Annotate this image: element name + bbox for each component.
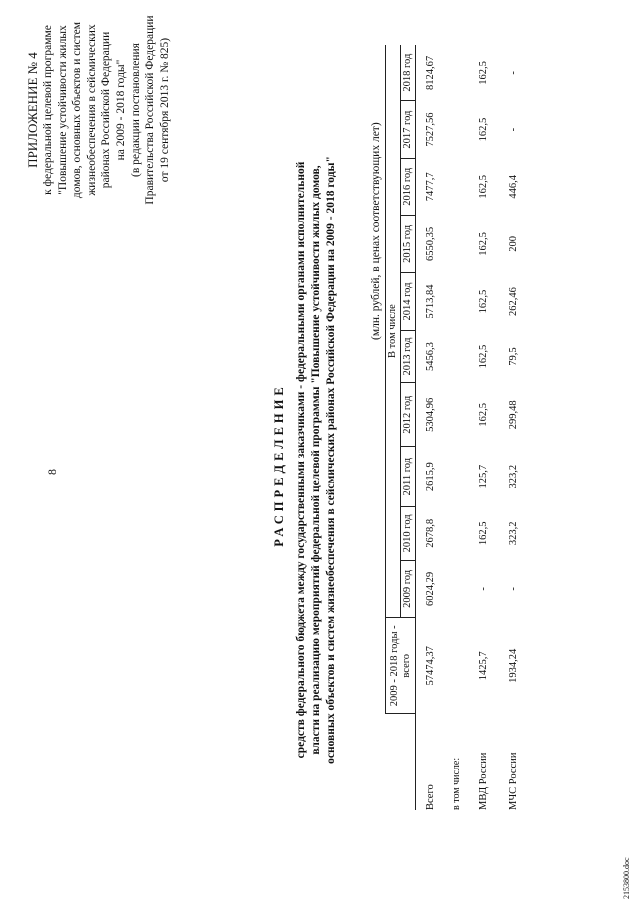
appendix-line: районах Российской Федерации (100, 31, 113, 189)
appendix-line: (в редакции постановления (129, 43, 142, 177)
header-year: 2010 год (401, 507, 416, 560)
allocation-table (385, 45, 528, 810)
table-cell: 162,5 (477, 289, 489, 314)
document-subtitle (294, 70, 339, 850)
table-cell-empty (444, 45, 468, 714)
table-cell: - (507, 587, 519, 591)
units-note: (млн. рублей, в ценах соответствующих лет) (370, 122, 382, 340)
appendix-line: жизнеобеспечения в сейсмических (85, 24, 98, 196)
table-cell: 446,4 (507, 174, 519, 199)
table-cell: 162,5 (477, 174, 489, 199)
table-cell: 57474,37 (424, 646, 436, 686)
table-cell: 162,5 (477, 521, 489, 546)
table-cell: 6550,35 (424, 226, 436, 261)
header-year: 2012 год (401, 383, 416, 447)
appendix-block (25, 10, 172, 210)
appendix-line: домов, основных объектов и систем (71, 21, 84, 199)
table-cell: 323,2 (507, 464, 519, 489)
header-including: В том числе (386, 45, 401, 618)
table-cell: 1934,24 (507, 648, 519, 683)
table-cell: 162,5 (477, 117, 489, 142)
table-cell: - (507, 71, 519, 75)
table-cell: 162,5 (477, 232, 489, 256)
table-cell: 7527,56 (424, 112, 436, 147)
header-year: 2017 год (401, 101, 416, 159)
table-row (498, 45, 528, 810)
subtitle-line: основных объектов и систем жизнеобеспечения в сейсмических районах Российской Федерации на 2009 - 2018 годы" (325, 156, 337, 764)
table-cell: 125,7 (477, 464, 489, 489)
table-cell: 162,5 (477, 402, 489, 427)
table-cell: 162,5 (477, 344, 489, 369)
header-year: 2018 год (401, 45, 416, 101)
table-cell: 2615,9 (424, 462, 436, 492)
table-cell: 79,5 (507, 347, 519, 366)
table-cell: 2678,8 (424, 518, 436, 548)
row-label: в том числе: (450, 757, 462, 810)
appendix-line: "Повышение устойчивости жилых (56, 25, 69, 195)
row-label: МЧС России (507, 752, 519, 810)
header-year: 2011 год (401, 447, 416, 507)
table-row (444, 45, 468, 810)
subtitle-line: власти на реализацию мероприятий федеральной целевой программы "Повышение устойчивости жилых домов, (310, 165, 322, 755)
header-year: 2015 год (401, 215, 416, 273)
header-year: 2014 год (401, 273, 416, 331)
table-row (468, 45, 498, 810)
table-cell: 162,5 (477, 61, 489, 85)
table-cell: - (507, 127, 519, 132)
table-cell: 200 (507, 236, 519, 252)
header-empty-cell (386, 714, 416, 810)
appendix-line: Правительства Российской Федерации (144, 15, 157, 205)
header-year: 2016 год (401, 158, 416, 215)
document-heading: РАСПРЕДЕЛЕНИЕ (272, 383, 286, 547)
table-row (416, 45, 445, 810)
table-cell: - (477, 587, 489, 591)
table-cell: 1425,7 (477, 651, 489, 681)
header-year: 2013 год (401, 330, 416, 382)
appendix-line: от 19 сентября 2013 г. № 825) (158, 37, 171, 183)
table-cell: 7477,7 (424, 172, 436, 202)
document-code: 2153800.doc (622, 857, 631, 899)
subtitle-line: средств федерального бюджета между государственными заказчиками - федеральными органами исполнительной (295, 161, 307, 759)
table-cell: 5713,84 (424, 284, 436, 319)
header-year: 2009 год (401, 560, 416, 618)
row-label: Всего (424, 784, 436, 810)
appendix-line: к федеральной целевой программе (42, 25, 54, 195)
table-cell: 5456,3 (424, 342, 436, 371)
table-cell: 6024,29 (424, 571, 436, 606)
table-cell: 262,46 (507, 287, 519, 316)
table-cell: 8124,67 (424, 55, 436, 90)
header-total: 2009 - 2018 годы - всего (386, 618, 416, 714)
appendix-line: на 2009 - 2018 годы" (114, 59, 127, 161)
table-cell: 323,2 (507, 521, 519, 546)
table-cell: 5304,96 (424, 397, 436, 432)
page-number: 8 (45, 469, 59, 475)
appendix-title: ПРИЛОЖЕНИЕ № 4 (25, 52, 40, 168)
table-cell: 299,48 (507, 400, 519, 430)
row-label: МВД России (477, 752, 489, 810)
